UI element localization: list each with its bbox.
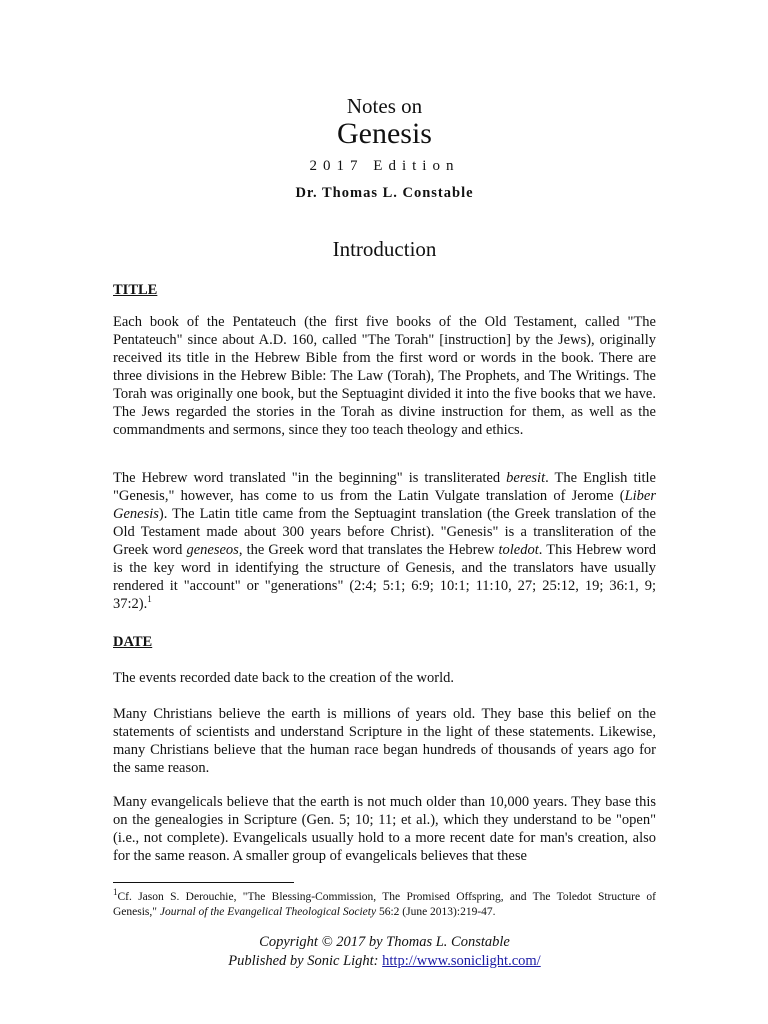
- italic-term: Liber Genesis: [113, 488, 656, 522]
- footnote: [113, 887, 656, 920]
- footnote-text: Cf. Jason S. Derouchie, "The Blessing-Commission, The Promised Offspring, and The Toledot Structure of Genesis,": [113, 891, 656, 918]
- date-paragraph-2: Many Christians believe the earth is millions of years old. They base this belief on the statements of scientists and understand Scripture in the light of these statements. Likewise, many Christians believe that the human race began hundreds of thousands of years ago for the same reason.: [113, 706, 656, 776]
- footnote-divider: [113, 882, 294, 883]
- website-link[interactable]: http://www.soniclight.com/: [382, 953, 541, 969]
- copyright-line: Copyright © 2017 by Thomas L. Constable: [259, 934, 510, 950]
- publisher-line: [113, 953, 656, 970]
- notes-on-label: Notes on: [346, 94, 423, 118]
- text-run: . This Hebrew word is the key word in identifying the structure of Genesis, and the translators have usually rendered it "account" or "generations" (2:4; 5:1; 6:9; 10:1; 11:10, 27; 25:12, 19; 36:1, 9; 37:2).: [113, 542, 656, 612]
- journal-title: Journal of the Evangelical Theological Society: [159, 906, 377, 918]
- italic-term: beresit: [506, 470, 546, 486]
- italic-term: toledot: [498, 542, 539, 558]
- text-run: . The English title "Genesis," however, has come to us from the Latin Vulgate translation of Jerome (: [113, 470, 656, 504]
- date-paragraph-1: The events recorded date back to the creation of the world.: [113, 670, 455, 686]
- section-title: Introduction: [332, 237, 437, 261]
- text-run: ). The Latin title came from the Septuagint translation (the Greek translation of the Old Testament made about 300 years before Christ). "Genesis" is a transliteration of the Greek word: [113, 506, 656, 558]
- edition-label: 2017 Edition: [309, 158, 460, 174]
- author-name: Dr. Thomas L. Constable: [295, 185, 474, 201]
- date-paragraph-3: Many evangelicals believe that the earth is not much older than 10,000 years. They base this on the genealogies in Scripture (Gen. 5; 10; 11; et al.), which they understand to be "open" (i.e., not complete). Evangelicals usually hold to a more recent date for man's creation, also for the same reason. A smaller group of evangelicals believes that these: [113, 794, 656, 864]
- title-paragraph-1: Each book of the Pentateuch (the first five books of the Old Testament, called "The Pentateuch" since about A.D. 160, called "The Torah" [instruction] by the Jews), originally received its title in the Hebrew Bible from the first word or words in the book. There are three divisions in the Hebrew Bible: The Law (Torah), The Prophets, and The Writings. The Torah was originally one book, but the Septuagint divided it into the five books that we have. The Jews regarded the stories in the Torah as divine instruction for them, as well as the commandments and sermons, since they too teach theology and ethics.: [113, 314, 656, 438]
- footnote-text: 56:2 (June 2013):219-47.: [376, 906, 496, 918]
- book-title: Genesis: [337, 117, 432, 150]
- italic-term: geneseos: [186, 542, 239, 558]
- text-run: The Hebrew word translated "in the beginning" is transliterated: [113, 470, 507, 486]
- footnote-number: 1: [113, 887, 118, 898]
- footnote-marker[interactable]: 1: [147, 594, 152, 605]
- title-heading: TITLE: [113, 282, 158, 298]
- publisher-label: Published by Sonic Light:: [228, 953, 383, 969]
- text-run: , the Greek word that translates the Hebrew: [238, 542, 499, 558]
- date-heading: DATE: [113, 634, 153, 650]
- title-paragraph-2: [113, 469, 656, 613]
